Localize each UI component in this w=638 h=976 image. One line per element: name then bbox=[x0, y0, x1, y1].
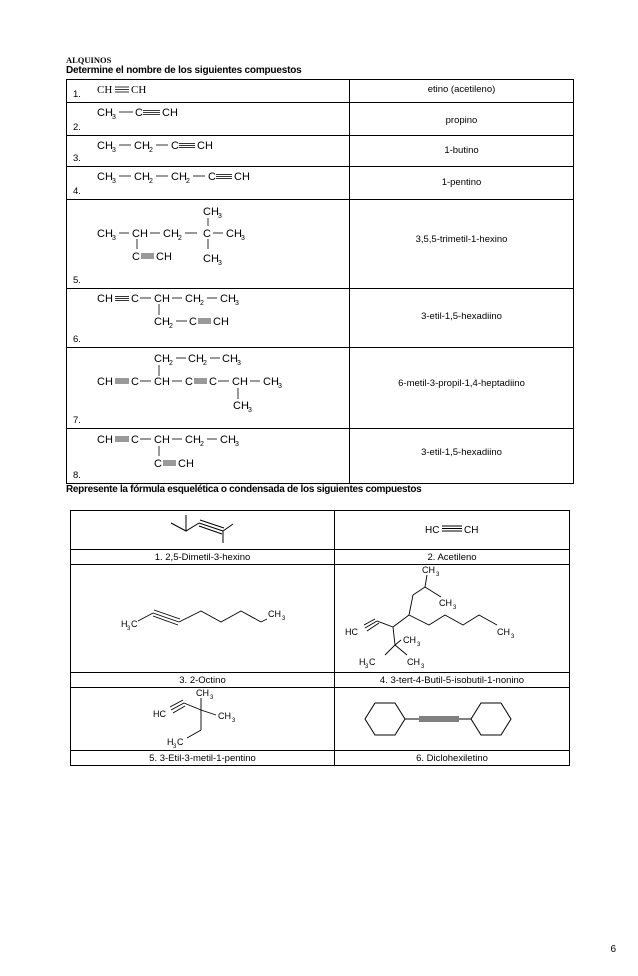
skeletal-dicyclohexylethyne bbox=[335, 688, 569, 750]
drawing-table bbox=[70, 510, 570, 766]
svg-text:CH: CH bbox=[213, 316, 229, 328]
compound-name: 3,5,5-trimetil-1-hexino bbox=[415, 234, 508, 245]
svg-text:CH: CH bbox=[464, 525, 479, 536]
svg-text:3: 3 bbox=[127, 626, 131, 632]
svg-text:HC: HC bbox=[425, 525, 440, 536]
svg-text:2: 2 bbox=[200, 441, 204, 448]
svg-text:3: 3 bbox=[421, 664, 425, 670]
svg-text:3: 3 bbox=[248, 407, 252, 414]
svg-text:CH: CH bbox=[226, 228, 242, 240]
svg-text:CH: CH bbox=[196, 688, 209, 698]
svg-text:3: 3 bbox=[278, 383, 282, 390]
svg-text:CH: CH bbox=[197, 140, 213, 152]
structure-1 bbox=[67, 80, 349, 102]
svg-text:3: 3 bbox=[282, 616, 286, 622]
svg-text:C: C bbox=[185, 376, 193, 388]
table-row bbox=[67, 429, 574, 484]
page-number: 6 bbox=[610, 944, 616, 955]
svg-text:CH: CH bbox=[185, 293, 201, 305]
svg-text:C: C bbox=[154, 458, 162, 470]
svg-text:C: C bbox=[171, 140, 179, 152]
drawing-cell bbox=[71, 511, 335, 550]
svg-text:3: 3 bbox=[173, 744, 177, 750]
caption: 5. 3-Etil-3-metil-1-pentino bbox=[71, 751, 335, 766]
svg-text:3: 3 bbox=[453, 605, 457, 611]
table-row bbox=[67, 136, 574, 167]
table-row bbox=[67, 289, 574, 348]
structure-cell bbox=[67, 167, 350, 200]
page-title: ALQUINOS bbox=[66, 55, 112, 65]
caption: 2. Acetileno bbox=[335, 550, 570, 565]
compound-name: 1-butino bbox=[444, 145, 479, 156]
skeletal-2-octyne bbox=[71, 565, 334, 672]
svg-text:CH: CH bbox=[188, 353, 204, 365]
svg-text:HC: HC bbox=[153, 709, 166, 719]
svg-text:3: 3 bbox=[112, 235, 116, 242]
svg-text:C: C bbox=[131, 376, 139, 388]
name-cell bbox=[350, 200, 574, 289]
row-number: 5. bbox=[73, 275, 81, 286]
skeletal-2-5-dimethyl-3-hexyne bbox=[71, 511, 334, 549]
structure-cell bbox=[67, 200, 350, 289]
svg-text:CH: CH bbox=[156, 251, 172, 263]
row-number: 4. bbox=[73, 186, 81, 197]
svg-text:3: 3 bbox=[218, 213, 222, 220]
table-row bbox=[67, 167, 574, 200]
table-row bbox=[71, 688, 570, 751]
svg-text:CH: CH bbox=[162, 107, 178, 119]
drawing-cell bbox=[335, 565, 570, 673]
table-row bbox=[67, 200, 574, 289]
row-number: 7. bbox=[73, 415, 81, 426]
section2-instruction: Represente la fórmula esquelética o condensada de los siguientes compuestos bbox=[66, 484, 422, 495]
svg-text:CH: CH bbox=[97, 293, 113, 305]
svg-text:2: 2 bbox=[169, 323, 173, 330]
svg-text:C: C bbox=[135, 107, 143, 119]
drawing-cell bbox=[335, 511, 570, 550]
row-number: 1. bbox=[73, 89, 81, 100]
svg-text:CH: CH bbox=[97, 228, 113, 240]
table-row bbox=[71, 751, 570, 766]
row-number: 3. bbox=[73, 153, 81, 164]
compound-name: 6-metil-3-propil-1,4-heptadiino bbox=[398, 378, 525, 389]
svg-text:3: 3 bbox=[112, 178, 116, 185]
svg-text:CH: CH bbox=[131, 84, 147, 96]
svg-text:3: 3 bbox=[112, 147, 116, 154]
svg-text:3: 3 bbox=[232, 718, 236, 724]
svg-text:C: C bbox=[203, 228, 211, 240]
svg-text:CH: CH bbox=[134, 171, 150, 183]
acetylene-formula bbox=[335, 511, 569, 549]
row-number: 8. bbox=[73, 470, 81, 481]
svg-text:CH: CH bbox=[263, 376, 279, 388]
svg-text:3: 3 bbox=[365, 664, 369, 670]
structure-cell bbox=[67, 348, 350, 429]
compound-name: 1-pentino bbox=[441, 177, 482, 188]
svg-text:3: 3 bbox=[417, 642, 421, 648]
svg-text:C: C bbox=[208, 171, 216, 183]
svg-text:CH: CH bbox=[134, 140, 150, 152]
svg-text:H: H bbox=[121, 619, 128, 629]
svg-text:C: C bbox=[209, 376, 217, 388]
table-row bbox=[71, 550, 570, 565]
compound-name: 3-etil-1,5-hexadiino bbox=[421, 447, 502, 458]
svg-text:CH: CH bbox=[203, 253, 219, 265]
structure-cell bbox=[67, 289, 350, 348]
svg-text:2: 2 bbox=[200, 300, 204, 307]
svg-text:CH: CH bbox=[97, 171, 113, 183]
svg-text:CH: CH bbox=[154, 316, 170, 328]
svg-text:CH: CH bbox=[132, 228, 148, 240]
table-row bbox=[67, 348, 574, 429]
structure-cell bbox=[67, 136, 350, 167]
svg-text:3: 3 bbox=[235, 300, 239, 307]
svg-text:HC: HC bbox=[345, 627, 358, 637]
svg-text:CH: CH bbox=[403, 635, 416, 645]
compound-name: etino (acetileno) bbox=[427, 84, 496, 95]
svg-text:CH: CH bbox=[233, 400, 249, 412]
svg-text:CH: CH bbox=[439, 598, 452, 608]
structure-8 bbox=[67, 429, 349, 483]
name-cell bbox=[350, 167, 574, 200]
drawing-cell bbox=[71, 688, 335, 751]
drawing-cell bbox=[71, 565, 335, 673]
svg-text:3: 3 bbox=[436, 572, 440, 578]
name-cell bbox=[350, 348, 574, 429]
compound-name: propino bbox=[445, 115, 478, 126]
svg-text:CH: CH bbox=[407, 657, 420, 667]
structure-7 bbox=[67, 348, 349, 428]
svg-text:2: 2 bbox=[203, 360, 207, 367]
row-number: 6. bbox=[73, 334, 81, 345]
svg-text:CH: CH bbox=[422, 565, 435, 575]
svg-text:CH: CH bbox=[218, 711, 231, 721]
svg-text:2: 2 bbox=[169, 360, 173, 367]
svg-text:CH: CH bbox=[203, 206, 219, 218]
svg-text:CH: CH bbox=[178, 458, 194, 470]
svg-text:CH: CH bbox=[185, 434, 201, 446]
svg-text:CH: CH bbox=[154, 353, 170, 365]
svg-text:H: H bbox=[167, 737, 174, 747]
svg-text:CH: CH bbox=[97, 107, 113, 119]
structure-cell bbox=[67, 80, 350, 103]
svg-text:CH: CH bbox=[171, 171, 187, 183]
table-row bbox=[67, 80, 574, 103]
svg-text:CH: CH bbox=[154, 434, 170, 446]
naming-table bbox=[66, 79, 574, 484]
structure-2 bbox=[67, 103, 349, 135]
svg-text:C: C bbox=[369, 657, 376, 667]
name-cell bbox=[350, 289, 574, 348]
svg-text:3: 3 bbox=[218, 260, 222, 267]
svg-text:C: C bbox=[131, 619, 138, 629]
svg-text:CH: CH bbox=[163, 228, 179, 240]
svg-text:CH: CH bbox=[154, 376, 170, 388]
svg-text:C: C bbox=[131, 434, 139, 446]
svg-text:CH: CH bbox=[154, 293, 170, 305]
name-cell bbox=[350, 136, 574, 167]
name-cell bbox=[350, 103, 574, 136]
svg-text:CH: CH bbox=[497, 627, 510, 637]
svg-text:CH: CH bbox=[220, 434, 236, 446]
name-cell bbox=[350, 80, 574, 103]
svg-text:CH: CH bbox=[97, 140, 113, 152]
caption: 1. 2,5-Dimetil-3-hexino bbox=[71, 550, 335, 565]
row-number: 2. bbox=[73, 122, 81, 133]
svg-text:C: C bbox=[189, 316, 197, 328]
svg-text:2: 2 bbox=[186, 178, 190, 185]
svg-text:CH: CH bbox=[97, 434, 113, 446]
structure-5 bbox=[67, 200, 349, 288]
svg-text:CH: CH bbox=[97, 376, 113, 388]
table-row bbox=[71, 511, 570, 550]
structure-cell bbox=[67, 429, 350, 484]
skeletal-3-ethyl-3-methyl-pentyne bbox=[71, 688, 334, 750]
svg-text:CH: CH bbox=[232, 376, 248, 388]
svg-text:CH: CH bbox=[97, 84, 113, 96]
table-row bbox=[71, 673, 570, 688]
drawing-cell bbox=[335, 688, 570, 751]
svg-text:2: 2 bbox=[149, 178, 153, 185]
svg-text:CH: CH bbox=[268, 609, 281, 619]
skeletal-nonyne bbox=[335, 565, 569, 672]
caption: 6. Diclohexiletino bbox=[335, 751, 570, 766]
svg-text:3: 3 bbox=[210, 695, 214, 701]
caption: 4. 3-tert-4-Butil-5-isobutil-1-nonino bbox=[335, 673, 570, 688]
table-row bbox=[71, 565, 570, 673]
svg-text:H: H bbox=[359, 657, 366, 667]
svg-text:2: 2 bbox=[178, 235, 182, 242]
structure-3 bbox=[67, 136, 349, 166]
caption: 3. 2-Octino bbox=[71, 673, 335, 688]
svg-text:3: 3 bbox=[237, 360, 241, 367]
structure-6 bbox=[67, 289, 349, 347]
compound-name: 3-etil-1,5-hexadiino bbox=[421, 311, 502, 322]
svg-text:C: C bbox=[132, 251, 140, 263]
name-cell bbox=[350, 429, 574, 484]
structure-4 bbox=[67, 167, 349, 199]
svg-text:3: 3 bbox=[235, 441, 239, 448]
svg-text:2: 2 bbox=[149, 147, 153, 154]
svg-text:CH: CH bbox=[220, 293, 236, 305]
svg-text:3: 3 bbox=[241, 235, 245, 242]
section-instruction: Determine el nombre de los siguientes compuestos bbox=[66, 65, 302, 76]
svg-text:C: C bbox=[177, 737, 184, 747]
svg-text:C: C bbox=[131, 293, 139, 305]
svg-text:CH: CH bbox=[222, 353, 238, 365]
svg-text:3: 3 bbox=[112, 114, 116, 121]
structure-cell bbox=[67, 103, 350, 136]
table-row bbox=[67, 103, 574, 136]
svg-text:3: 3 bbox=[511, 634, 515, 640]
svg-text:CH: CH bbox=[234, 171, 250, 183]
